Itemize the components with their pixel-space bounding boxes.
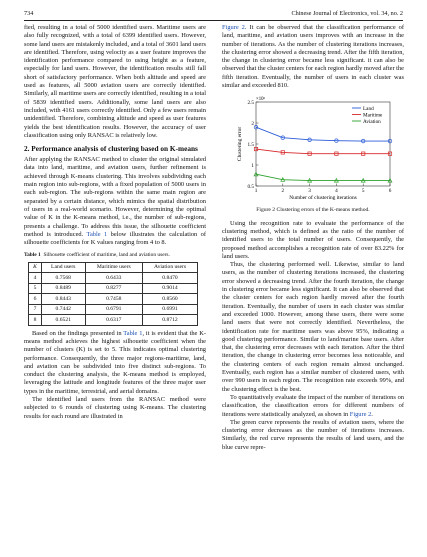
x-tick-label: 3: [308, 188, 311, 195]
x-tick-label: 1: [254, 188, 258, 195]
table-cell: 0.9014: [142, 283, 197, 293]
table-row: [29, 315, 198, 325]
y-tick-label: 1.5: [247, 142, 254, 149]
table-cell: 0.6791: [85, 304, 142, 314]
figure-2: [222, 92, 404, 204]
table-cell: 0.7442: [41, 304, 85, 314]
table-cell: 0.6991: [142, 304, 197, 314]
y-tick-label: 2: [251, 121, 254, 128]
table-cell: 0.8712: [142, 315, 197, 325]
table-caption-text: Silhouette coefficient of maritime, land and aviation users.: [43, 252, 170, 259]
figure-link[interactable]: Figure 2: [222, 24, 245, 31]
left-paragraph-4: The identified land users from the RANSAC method were subjected to 6 rounds of clustering using K-means. The clustering results for each round are illustrated in: [24, 396, 206, 420]
x-axis-label: Number of clustering iterations: [289, 195, 357, 202]
section-heading: 2. Performance analysis of clustering based on K-means: [24, 144, 198, 154]
text-run: After applying the RANSAC method to cluster the original simulated data into land, maritime, and aviation users, further refinement is achieved through K-means clustering. This involves subdividing each main region into sub-regions, with a fixed population of 5000 users in each sub-region. The sub-regions within the same main region are separated by a certain distance, which mimics the spatial distribution of users in a real-world scenario. However, determining the optimal value of K in the K-means method, i.e., the number of sub-regions, presents a challenge. To address this issue, the silhouette coefficient method is introduced.: [24, 156, 206, 238]
left-paragraph-3: [24, 330, 206, 396]
table-caption: [24, 251, 206, 259]
table-cell: 0.6433: [85, 273, 142, 283]
table-header-cell: K: [29, 262, 42, 272]
table-cell: 5: [29, 283, 42, 293]
y-tick-label: 1: [251, 163, 254, 170]
table-header-cell: Aviation users: [142, 262, 197, 272]
table-row: [29, 283, 198, 293]
figure-link[interactable]: Figure 2: [349, 410, 372, 418]
table-header-row: [29, 262, 198, 272]
table-cell: 0.8470: [142, 273, 197, 283]
y-axis-label: Clustering error: [237, 127, 243, 162]
legend-label: Land: [363, 106, 374, 113]
left-paragraph-1: fied, resulting in a total of 5000 identified users. Maritime users are also fully recognized, with a total of 6399 identified users. However, some land users are mistakenly included, and a total of 3601 land users are identified. Therefore, using velocity as a user feature improves the identification performance compared to using height as a feature, especially for land users. However, the identification results still fall short of satisfactory performance. When both altitude and speed are used as features, all 5000 aviation users are correctly identified. Similarly, all maritime users are correctly identified, resulting in a total of 5839 identified users. Additionally, some land users are also included, with 4161 users correctly identified. Only a few users remain unidentified. Therefore, combining altitude and speed as user features yields the best identification results. However, the accuracy of user classification using only RANSAC is relatively low.: [24, 24, 206, 139]
right-paragraph-4: [222, 394, 404, 419]
legend-label: Aviation: [363, 119, 381, 126]
left-paragraph-2: [24, 156, 206, 247]
header-rule: [24, 20, 403, 21]
x-tick-label: 6: [388, 188, 392, 195]
table-caption-number: Table 1: [24, 252, 41, 259]
table-header-cell: Maritime users: [85, 262, 142, 272]
text-run: below illustrates the calculation of silhouette coefficients for K values ranging from 4 to 8.: [24, 230, 206, 247]
text-run: . It can be observed that the classification performance of land, maritime, and aviation users improves with an increase in the number of iterations. As the number of clustering iterations increases, the clustering error showed a decreasing trend. After the fifth iteration, the change in clustering error became less significant. it can also be observed that the cluster centers for each region hardly moved after the fifth iteration. Eventually, the number of users in each cluster was similar and exceeded 810.: [222, 24, 404, 90]
page-number: 734: [24, 10, 34, 17]
x-tick-label: 4: [335, 188, 338, 195]
table-cell: 0.6317: [85, 315, 142, 325]
clustering-error-chart: [222, 92, 404, 204]
text-run: .: [371, 410, 373, 418]
right-paragraph-2: Using the recognition rate to evaluate the performance of the clustering method, which is defined as the ratio of the number of identified users to the total number of users. Consequently, the proposed method accomplishes a recognition rate of over 83.22% for land users.: [222, 219, 404, 260]
table-row: [29, 304, 198, 314]
text-run: , it is evident that the K-means method achieves the highest silhouette coefficient when the number of clusters (K) is set to 5. This indicates optimal clustering performance. Consequently, the three major regions-maritime, land, and aviation can be subdivided into five distinct sub-regions. To conduct the clustering analysis, the K-means method is employed, leveraging the latitude and longitude features of the three major user types in the maritime, terrestrial, and aerial domains.: [24, 329, 206, 395]
silhouette-table: [28, 262, 198, 326]
table-link[interactable]: Table 1: [123, 329, 143, 337]
x-tick-label: 2: [281, 188, 285, 195]
right-paragraph-3: Thus, the clustering performed well. Likewise, similar to land users, as the number of clustering iterations increased, the clustering error showed a decreasing trend. After the fourth iteration, the change in clustering error became less significant. It can also be observed that the cluster centers for each region hardly moved after the fourth iteration. Eventually, the number of users in each cluster was similar and exceeded 1000. However, among these users, there were some land users that were not correctly identified. Nevertheless, the identification rate for maritime users was above 95%, indicating a good clustering performance. Similar to land/marine base users. After that, the clustering error decreases with each iteration. After the third iteration, the change in clustering error becomes less noticeable, and the clustering centers of each region remain almost unchanged. Eventually, each region has a similar number of clustered users, with over 990 users in each region. The recognition rate exceeds 99%, and the clustering effect is the best.: [222, 261, 404, 393]
table-header-cell: Land users: [41, 262, 85, 272]
series-line-land: [256, 128, 390, 142]
y-tick-label: 0.5: [247, 184, 254, 191]
table-cell: 4: [29, 273, 42, 283]
legend-label: Maritime: [363, 112, 383, 119]
text-run: Based on the findings presented in: [32, 329, 124, 337]
table-cell: 0.8277: [85, 283, 142, 293]
table-row: [29, 294, 198, 304]
table-row: [29, 273, 198, 283]
y-tick-label: 2.5: [247, 100, 254, 107]
x-tick-label: 5: [361, 188, 365, 195]
y-scale-note: ×10⁶: [256, 97, 266, 103]
figure-caption: Figure 2 Clustering errors of the K-means method.: [256, 207, 370, 214]
table-cell: 0.6521: [41, 315, 85, 325]
series-line-aviation: [256, 175, 390, 181]
left-column: [24, 24, 206, 421]
right-column: [222, 24, 404, 452]
table-cell: 0.8443: [41, 294, 85, 304]
text-run: To quantitatively evaluate the impact of the number of iterations on classification, the classification errors for different numbers of iterations were statistically analyzed, as shown in: [222, 393, 404, 418]
right-paragraph-1: [222, 24, 404, 90]
table-cell: 0.8560: [142, 294, 197, 304]
table-cell: 0.8489: [41, 283, 85, 293]
table-cell: 6: [29, 294, 42, 304]
table-cell: 0.7568: [41, 273, 85, 283]
journal-title: Chinese Journal of Electronics, vol. 34, no. 2: [291, 10, 403, 17]
table-link[interactable]: Table 1: [86, 230, 108, 238]
right-paragraph-5: The green curve represents the results of aviation users, where the clustering error decreases as the number of iterations increases. Similarly, the red curve represents the results of land users, and the blue curve repre-: [222, 418, 404, 451]
table-cell: 7: [29, 304, 42, 314]
table-cell: 8: [29, 315, 42, 325]
table-cell: 0.7458: [85, 294, 142, 304]
series-line-maritime: [256, 149, 390, 154]
